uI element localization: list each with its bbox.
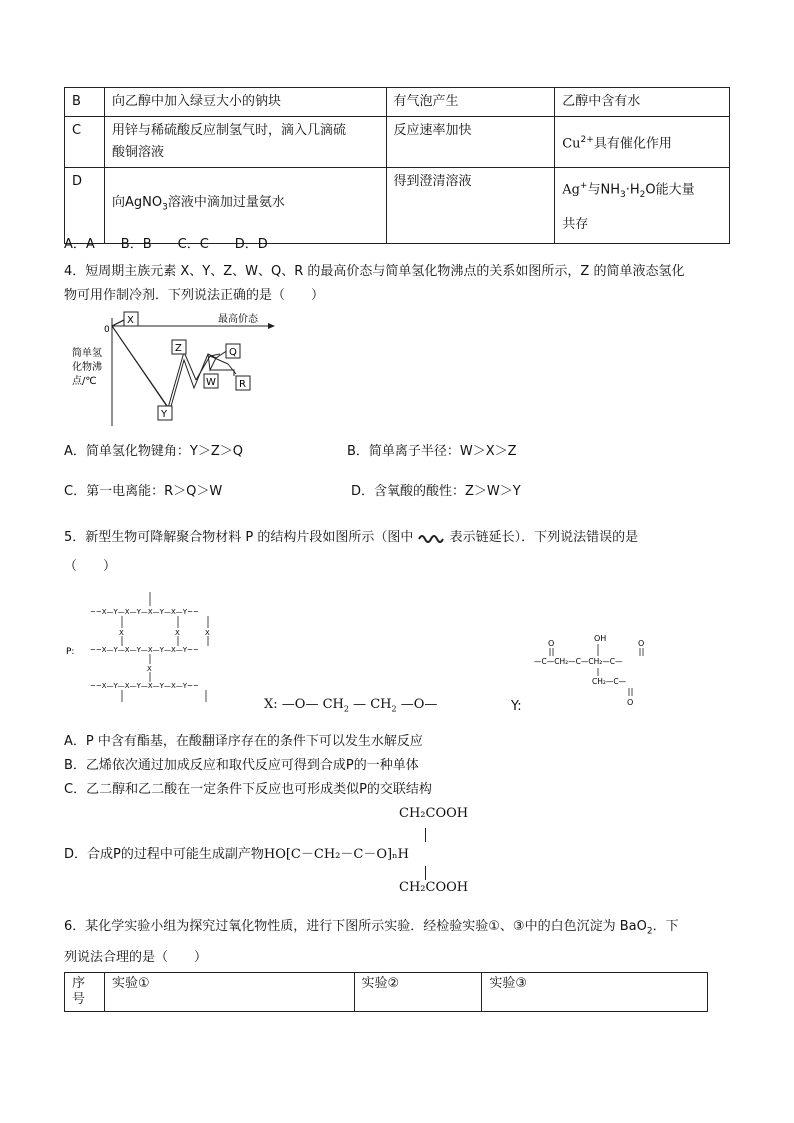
q5-stem-line1: 5．新型生物可降解聚合物材料 P 的结构片段如图所示（图中 表示链延长）．下列说法错误的是 xyxy=(64,530,639,545)
q5-option-b: B．乙烯依次通过加成反应和取代反应可得到合成P的一种单体 xyxy=(64,758,419,773)
row-label: C xyxy=(65,117,105,168)
conclusion-cell: Ag+与$NH_3\cdot H_2O$能大量 共存 xyxy=(555,168,730,244)
crosslink-x: X xyxy=(205,629,210,637)
table-row xyxy=(65,88,730,117)
operation-cell: 向AgNO$_3$溶液中滴加过量氨水 xyxy=(104,168,386,244)
y-axis-label: 简单氢 xyxy=(72,348,102,359)
q4-figure xyxy=(68,308,278,428)
table-header-row xyxy=(65,973,708,1012)
row-label: D xyxy=(65,168,105,244)
q5-option-a: A．P 中含有酯基，在酸翻译序存在的条件下可以发生水解反应 xyxy=(64,734,423,749)
y-axis-label: 点/℃ xyxy=(72,376,97,387)
point-label-q: Q xyxy=(229,347,237,358)
origin-label: 0 xyxy=(104,325,110,335)
chain: ~~X—Y—X—Y—X—Y—X—Y~~ xyxy=(90,682,199,690)
y-axis-label: 化物沸 xyxy=(72,362,102,373)
chain: ~~X—Y—X—Y—X—Y—X—Y~~ xyxy=(90,608,199,616)
q5-option-d-bottom: CH₂COOH xyxy=(399,880,469,895)
q4-stem-line2: 物可用作制冷剂．下列说法正确的是（ ） xyxy=(64,288,325,303)
q4-option-b: B．简单离子半径：W＞X＞Z xyxy=(347,444,517,459)
header-cell: 实验① xyxy=(104,973,354,1012)
y-carbonyl-o: O xyxy=(638,639,645,648)
y-hydroxyl: OH xyxy=(594,634,607,643)
y-main-chain: —C—CH₂—C—CH₂—C— xyxy=(534,657,623,666)
point-label-z: Z xyxy=(175,343,182,354)
experiment-table xyxy=(64,87,730,244)
q4-option-c: C．第一电离能：R＞Q＞W xyxy=(64,484,223,499)
phenomenon-cell: 得到澄清溶液 xyxy=(386,168,555,244)
q5-option-d: D．合成P的过程中可能生成副产物HO[C－CH₂－C－O]ₙH xyxy=(64,847,410,862)
q4-stem-line1: 4．短周期主族元素 X、Y、Z、W、Q、R 的最高价态与简单氢化物沸点的关系如图所示，Z 的简单液态氢化 xyxy=(64,264,685,279)
q5-option-c: C．乙二醇和乙二酸在一定条件下反应也可形成类似P的交联结构 xyxy=(64,782,432,797)
conclusion-cell: $Cu^{2+}$具有催化作用 xyxy=(555,117,730,168)
q6-stem-line2: 列说法合理的是（ ） xyxy=(64,950,208,965)
crosslink-x: X xyxy=(147,665,152,673)
q4-option-d: D．含氧酸的酸性：Z＞W＞Y xyxy=(351,484,521,499)
x-axis-label: 最高价态 xyxy=(218,314,258,325)
crosslink-x: X xyxy=(175,629,180,637)
table-row xyxy=(65,168,730,244)
q3-options: A．A B．B C．C D．D xyxy=(64,237,268,252)
header-cell: 实验③ xyxy=(482,973,708,1012)
q6-stem-line1: 6．某化学实验小组为探究过氧化物性质，进行下图所示实验．经检验实验①、③中的白色沉淀为 BaO$_2$．下 xyxy=(64,919,679,937)
q4-option-a: A．简单氢化物键角：Y＞Z＞Q xyxy=(64,444,243,459)
y-branch: CH₂—C— xyxy=(592,677,627,686)
bond-line xyxy=(425,866,426,880)
point-label-y: Y xyxy=(161,409,168,420)
conclusion-cell: 乙醇中含有水 xyxy=(555,88,730,117)
row-label: B xyxy=(65,88,105,117)
y-label: Y: xyxy=(511,699,522,714)
p-label: P: xyxy=(66,647,75,657)
operation-cell: 向乙醇中加入绿豆大小的钠块 xyxy=(104,88,386,117)
table-row xyxy=(65,117,730,168)
y-structure xyxy=(534,632,674,712)
point-label-w: W xyxy=(206,377,216,388)
bond-line xyxy=(425,828,426,842)
point-label-r: R xyxy=(239,379,246,390)
polymer-p-structure xyxy=(64,592,234,702)
crosslink-x: X xyxy=(119,629,124,637)
point-label-x: X xyxy=(127,315,134,326)
q6-table xyxy=(64,972,708,1012)
q5-option-d-top: CH₂COOH xyxy=(399,806,469,821)
phenomenon-cell: 有气泡产生 xyxy=(386,88,555,117)
operation-cell: 用锌与稀硫酸反应制氢气时，滴入几滴硫 酸铜溶液 xyxy=(104,117,386,168)
q5-stem-line2: （ ） xyxy=(64,559,117,574)
wavy-chain-icon xyxy=(418,533,446,543)
x-definition: X: —O— $CH_2$ — $CH_2$ —O— xyxy=(264,697,438,714)
y-carbonyl-o: O xyxy=(548,639,555,648)
chain: ~~X—Y—X—Y—X—Y—X—Y~~ xyxy=(90,646,199,654)
header-cell: 实验② xyxy=(354,973,482,1012)
y-carbonyl-o: O xyxy=(627,698,634,707)
phenomenon-cell: 反应速率加快 xyxy=(386,117,555,168)
header-cell: 序号 xyxy=(65,973,105,1012)
